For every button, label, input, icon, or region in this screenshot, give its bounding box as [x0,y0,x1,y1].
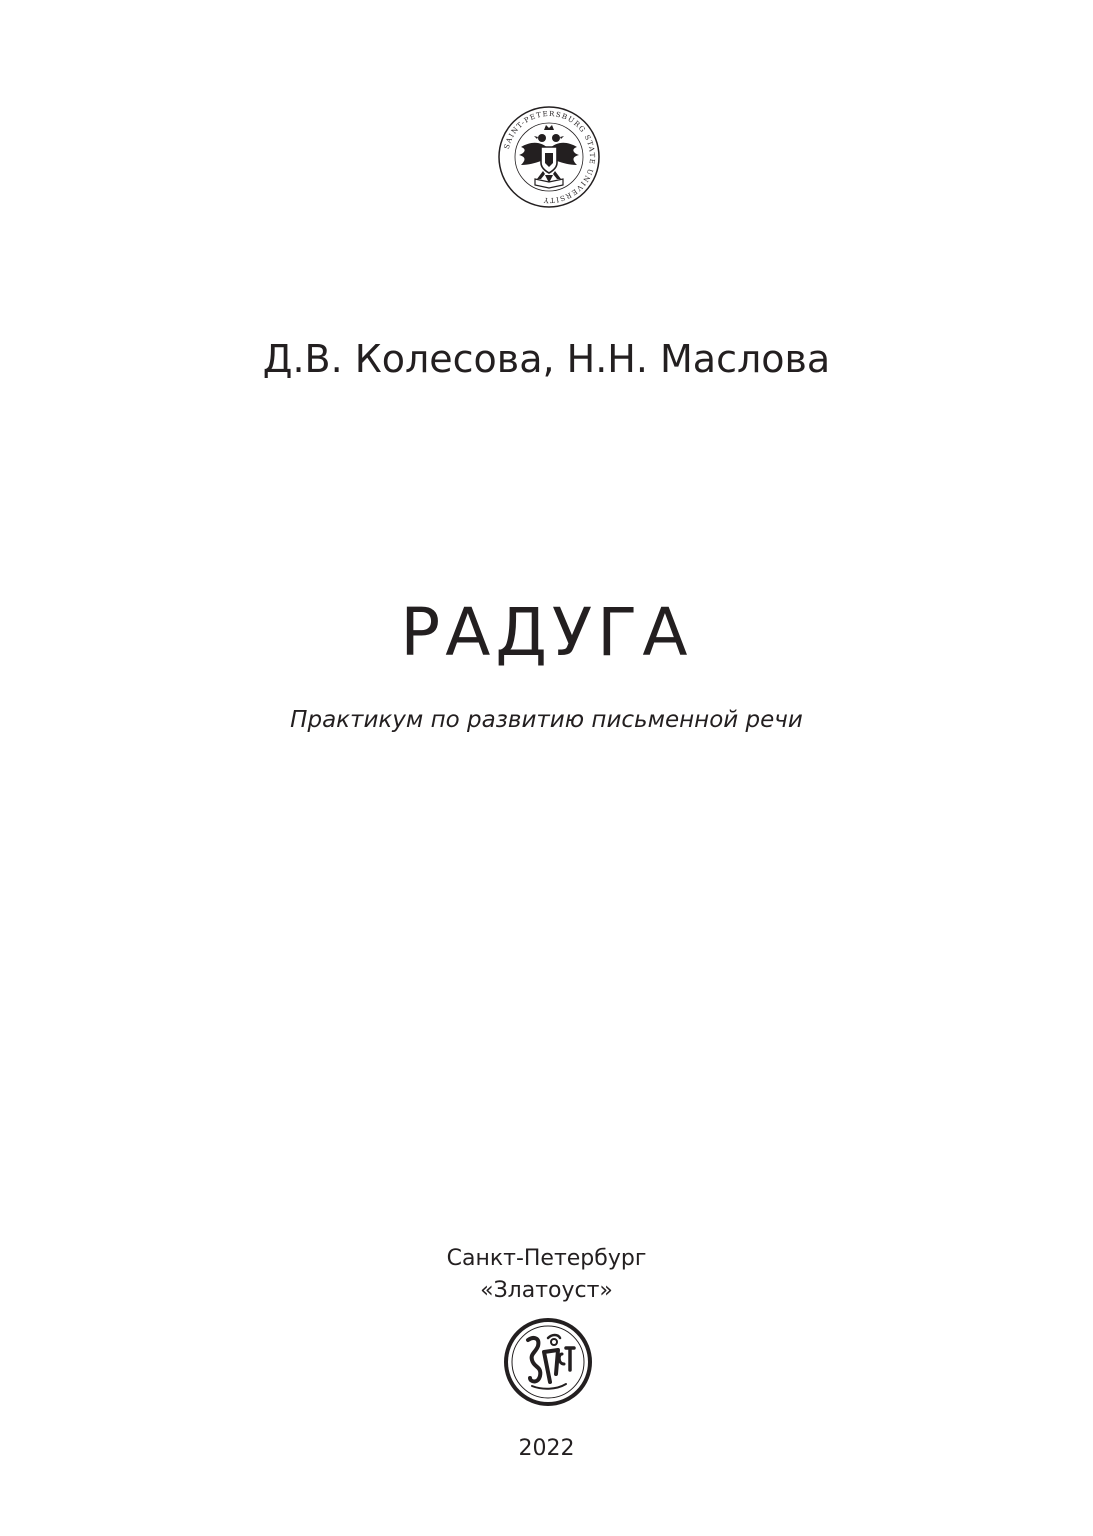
book-title: РАДУГА [400,594,693,671]
imprint-year: 2022 [518,1436,575,1461]
zlatoust-logo-icon [502,1316,594,1408]
svg-text:SAINT-PETERSBURG STATE UNIVERS: SAINT-PETERSBURG STATE UNIVERSITY [502,109,597,205]
book-authors: Д.В. Колесова, Н.Н. Маслова [262,337,831,381]
imprint-city: Санкт-Петербург [446,1246,647,1271]
university-emblem-icon [497,105,601,209]
book-subtitle: Практикум по развитию письменной речи [290,707,803,733]
imprint-publisher: «Златоуст» [480,1278,613,1303]
